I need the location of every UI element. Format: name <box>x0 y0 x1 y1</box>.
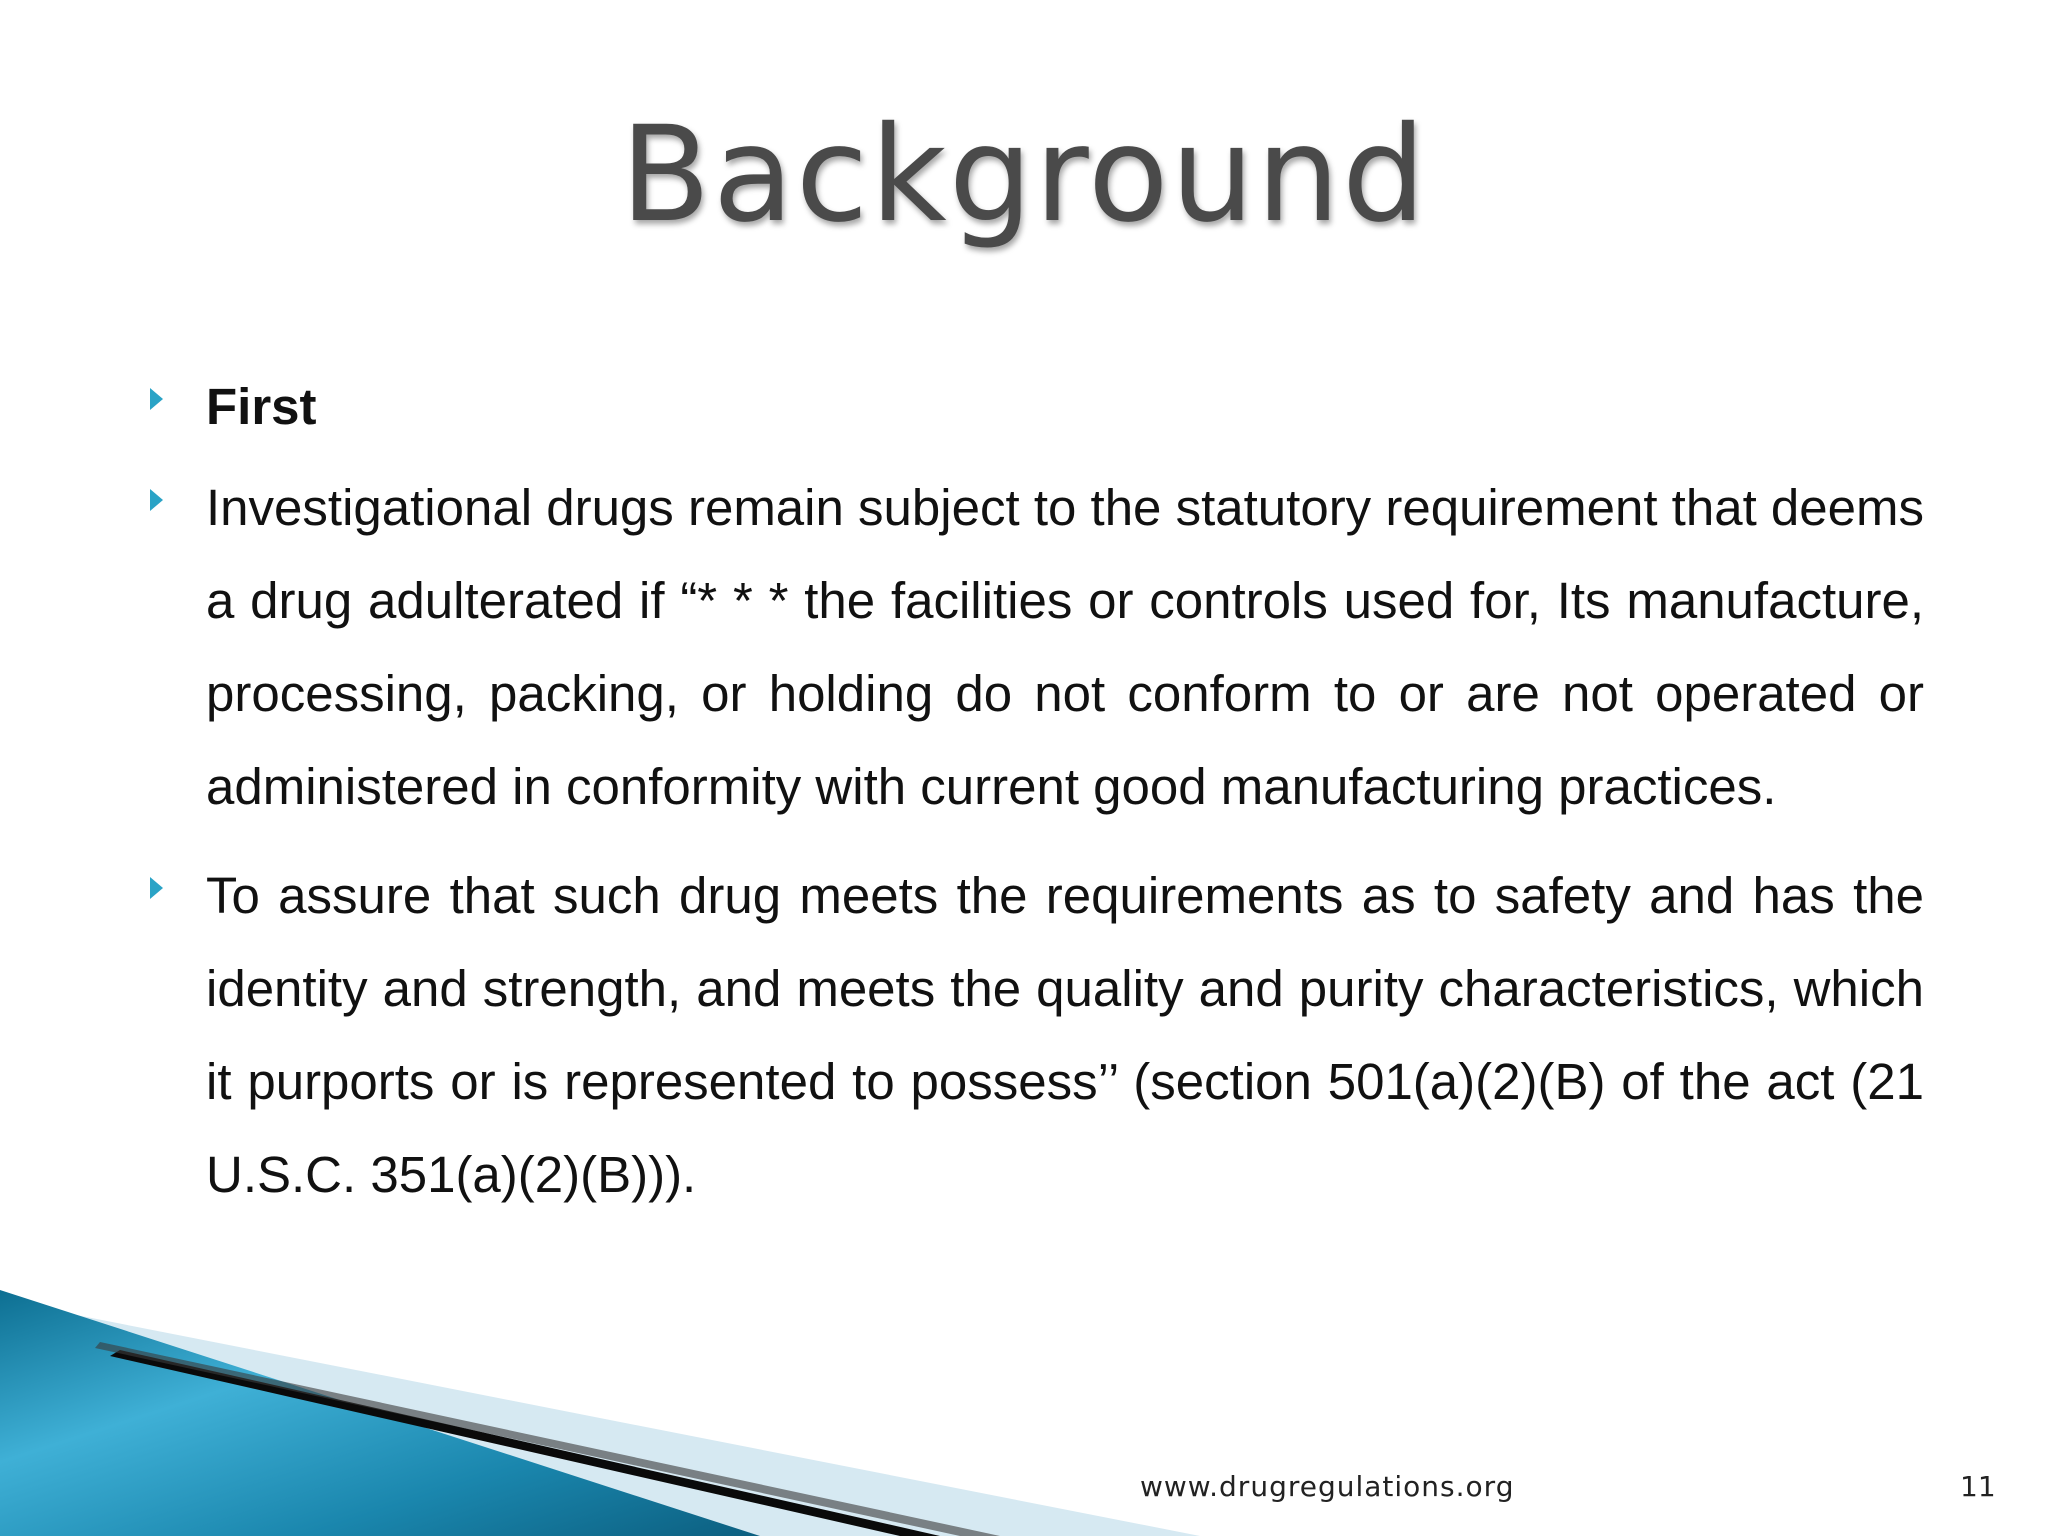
slide-title: Background <box>620 98 1428 252</box>
bullet-text: Investigational drugs remain subject to the statutory requirement that deems a drug adulterated if “* * * the facilities or controls used for, Its manufacture, processing, packing, or holding do not conform to or are not operated or administered in conformity with current good manufacturing practices. <box>206 479 1924 815</box>
bullet-list <box>140 360 1924 1237</box>
footer-url: www.drugregulations.org <box>1140 1470 1515 1503</box>
bullet-item <box>140 849 1924 1221</box>
triangle-right-icon <box>150 877 163 899</box>
bullet-item <box>140 461 1924 833</box>
bullet-item <box>140 360 1924 453</box>
triangle-right-icon <box>150 489 163 511</box>
page-number: 11 <box>1960 1470 1996 1503</box>
footer-swoosh-decoration <box>0 1290 2048 1536</box>
bullet-text: To assure that such drug meets the requirements as to safety and has the identity and strength, and meets the quality and purity characteristics, which it purports or is represented to possess’’ (section 501(a)(2)(B) of the act (21 U.S.C. 351(a)(2)(B))). <box>206 867 1924 1203</box>
bullet-text: First <box>206 378 317 435</box>
triangle-right-icon <box>150 388 163 410</box>
